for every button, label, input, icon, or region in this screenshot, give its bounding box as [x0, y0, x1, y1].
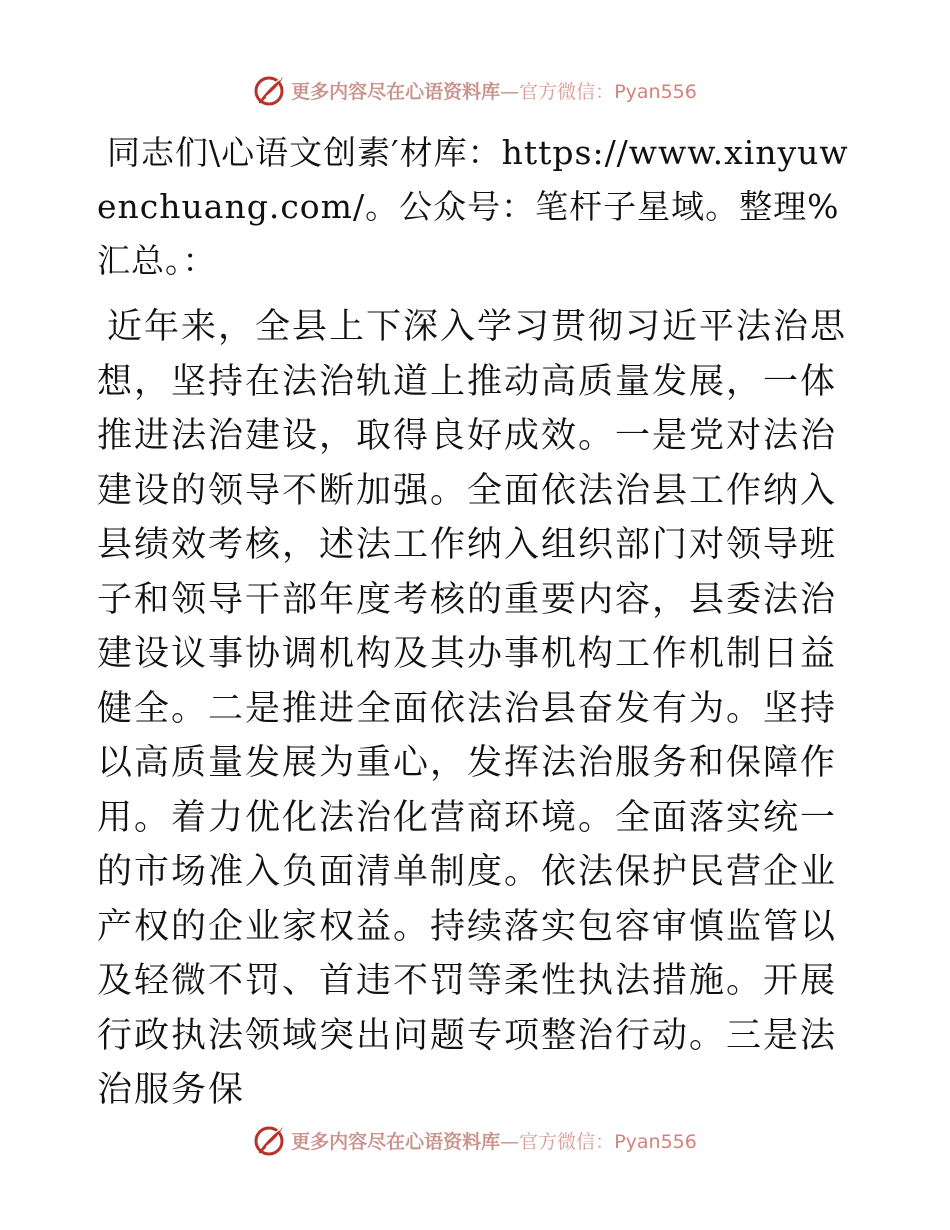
footer-banner-inner [253, 1123, 697, 1157]
footer-banner-title: 更多内容尽在心语资料库 [291, 1130, 501, 1153]
quill-pen-logo-icon [253, 73, 287, 107]
quill-pen-logo-icon [253, 1123, 287, 1157]
header-banner-wechat-id: Pyan556 [614, 80, 697, 103]
document-content [97, 126, 867, 1118]
body-paragraph: 近年来，全县上下深入学习贯彻习近平法治思想，坚持在法治轨道上推动高质量发展，一体推进法治建设，取得良好成效。一是党对法治建设的领导不断加强。全面依法治县工作纳入县绩效考核，述法工作纳入组织部门对领导班子和领导干部年度考核的重要内容，县委法治建设议事协调机构及其办事机构工作机制日益健全。二是推进全面依法治县奋发有为。坚持以高质量发展为重心，发挥法治服务和保障作用。着力优化法治化营商环境。全面落实统一的市场准入负面清单制度。依法保护民营企业产权的企业家权益。持续落实包容审慎监管以及轻微不罚、首违不罚等柔性执法措施。开展行政执法领域突出问题专项整治行动。三是法治服务保 [97, 307, 848, 1110]
footer-banner [0, 1120, 950, 1160]
header-banner [0, 70, 950, 110]
header-banner-wechat-label: 官方微信： [519, 80, 615, 103]
footer-banner-dash: — [500, 1130, 520, 1153]
intro-paragraph: 同志们\心语文创素′材库：https://www.xinyuwenchuang.com/。公众号：笔杆子星域。整理%汇总。： [97, 133, 849, 280]
header-banner-text [291, 77, 697, 104]
header-banner-inner [253, 73, 697, 107]
header-banner-dash: — [500, 80, 520, 103]
footer-banner-wechat-id: Pyan556 [614, 1130, 697, 1153]
header-banner-title: 更多内容尽在心语资料库 [291, 80, 501, 103]
footer-banner-text [291, 1127, 697, 1154]
footer-banner-wechat-label: 官方微信： [519, 1130, 615, 1153]
